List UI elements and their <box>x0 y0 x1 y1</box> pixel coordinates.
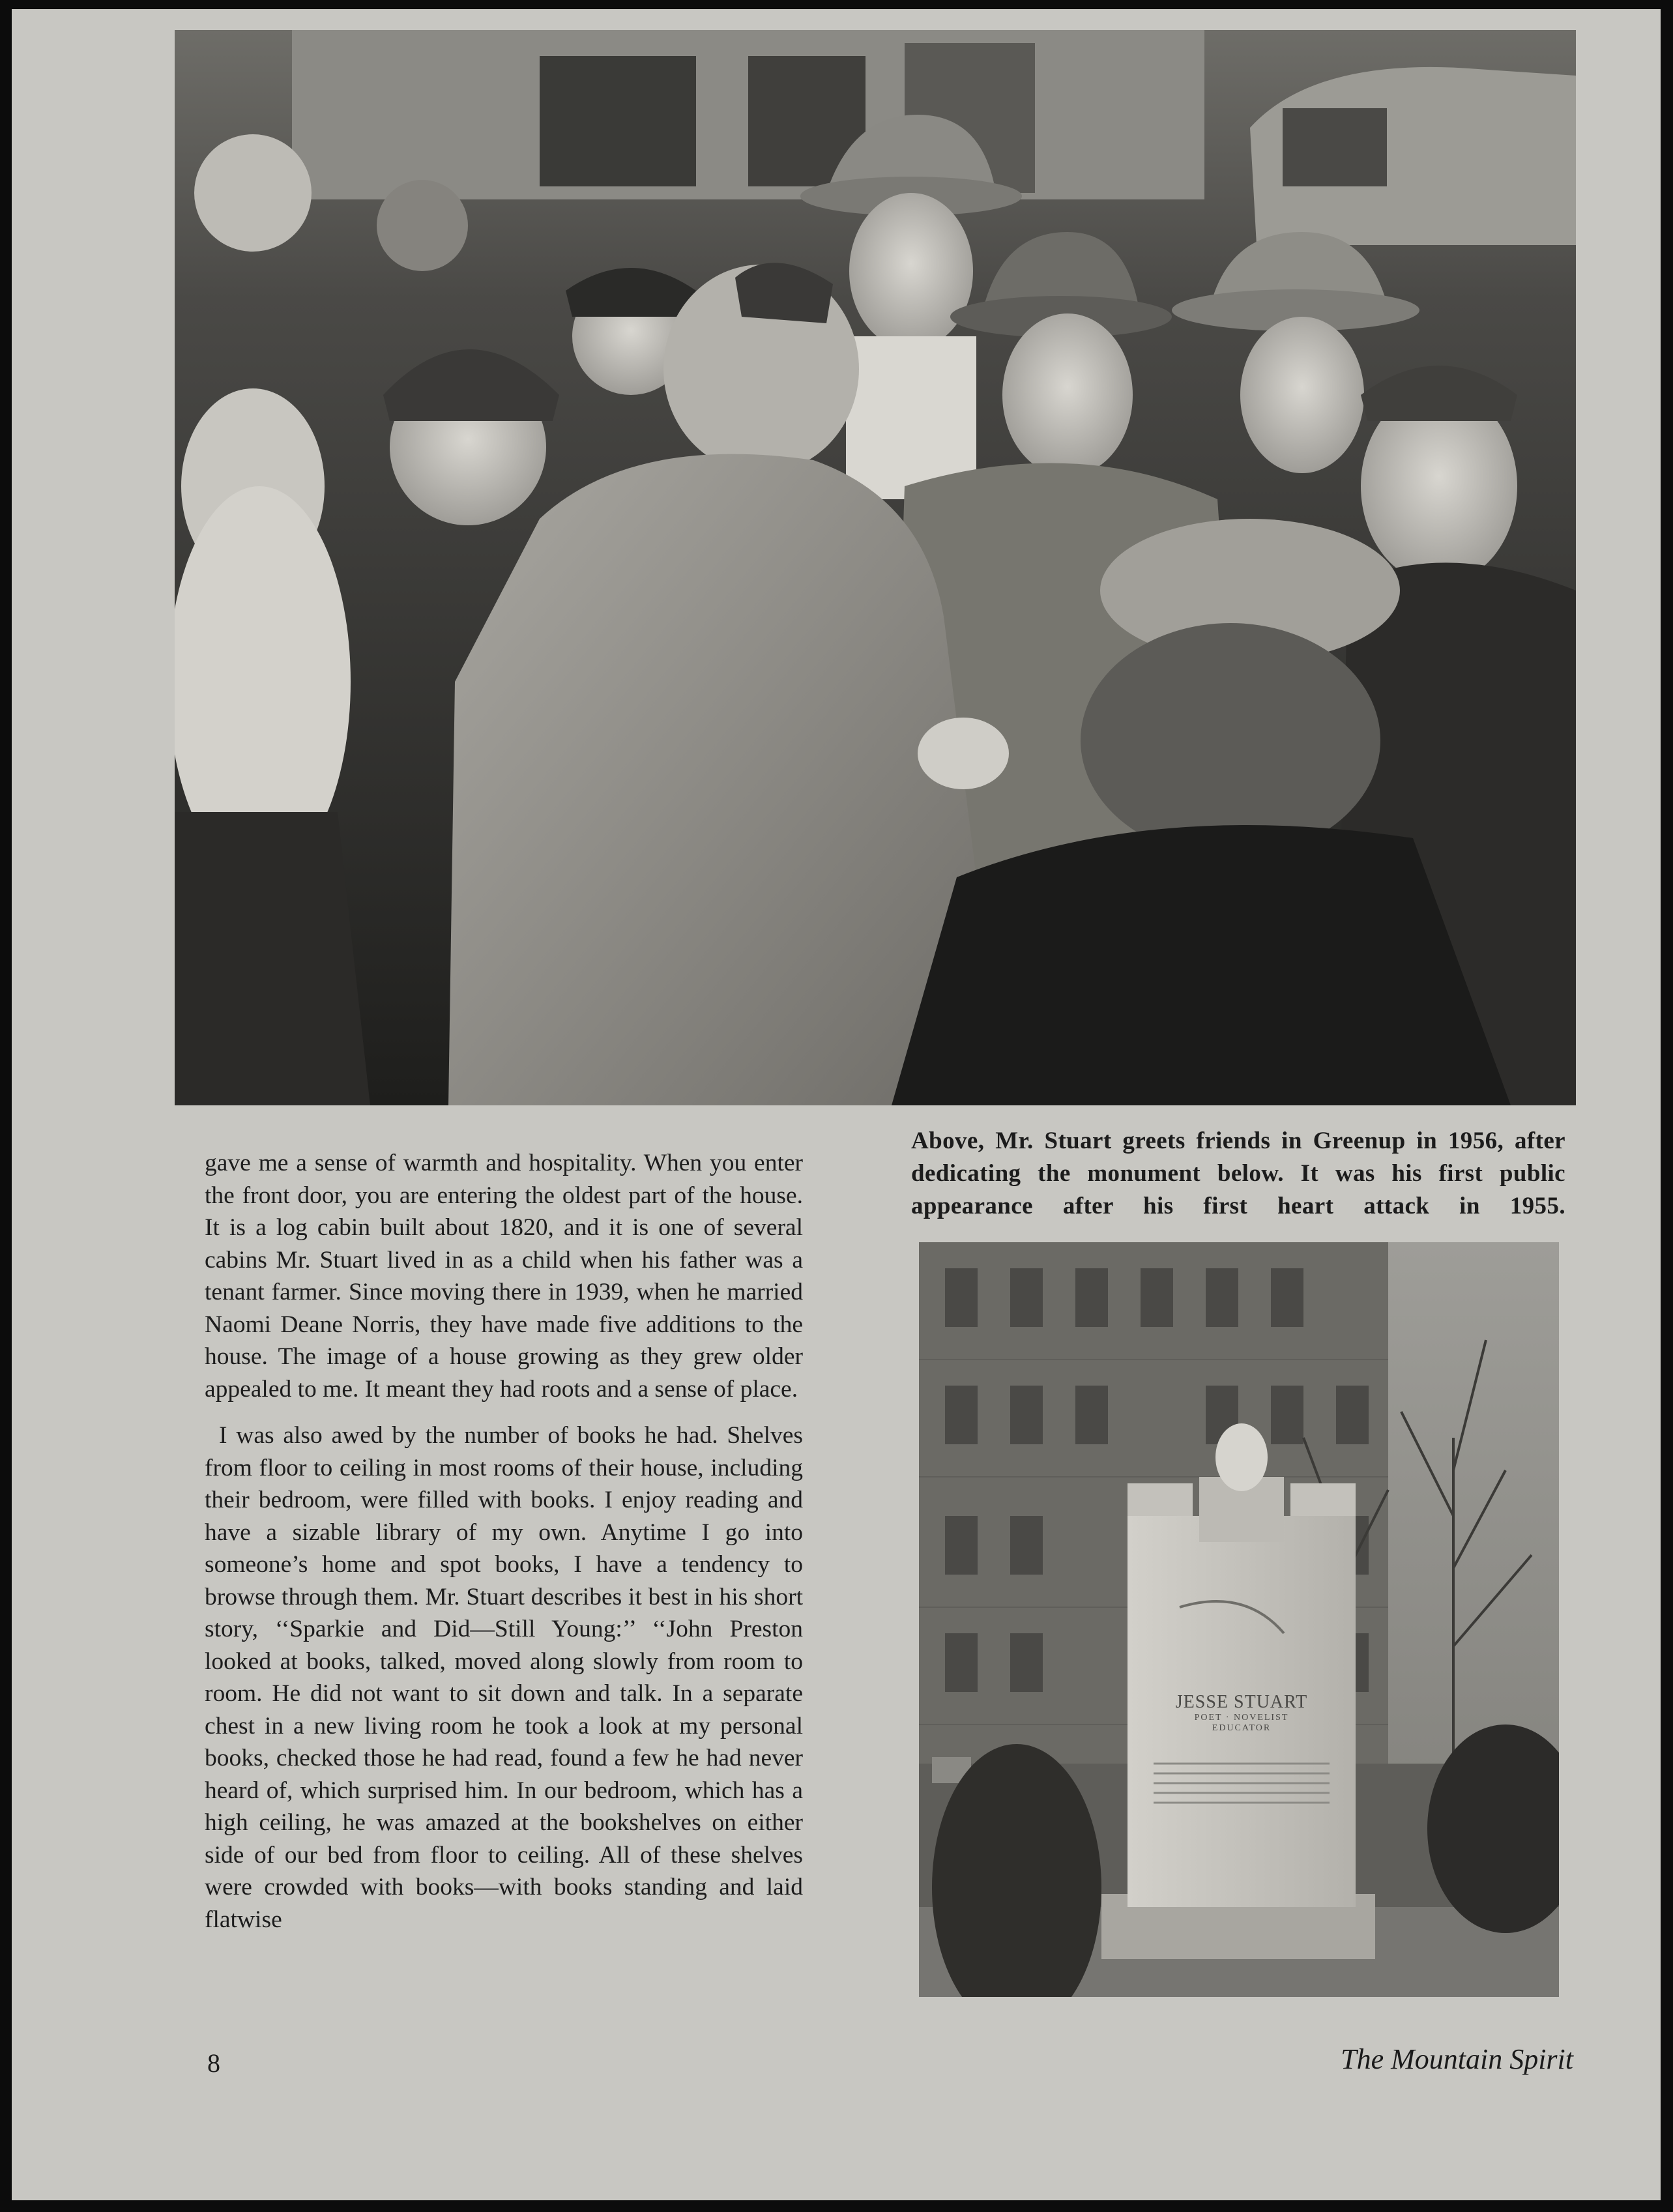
magazine-title: The Mountain Spirit <box>1341 2043 1573 2075</box>
monument-photo <box>919 1242 1559 1997</box>
article-column <box>205 1147 803 1950</box>
monument-photo-image <box>919 1242 1559 1997</box>
article-paragraph-1: gave me a sense of warmth and hospitality. When you enter the front door, you are entering the oldest part of the house. It is a log cabin built about 1820, and it is one of several cabins Mr. Stuart lived in as a child when his father was a tenant farmer. Since moving there in 1939, when he married Naomi Deane Norris, they have made five additions to the house. The image of a house growing as they grew older appealed to me. It meant they had roots and a sense of place. <box>205 1150 803 1403</box>
crowd-photo-image <box>175 30 1576 1105</box>
page-number: 8 <box>207 2048 220 2078</box>
monument-title: JESSE STUART <box>1175 1692 1308 1712</box>
monument-inscription <box>1127 1692 1356 1734</box>
monument-subtitle-2: EDUCATOR <box>1212 1723 1272 1733</box>
photo-caption: Above, Mr. Stuart greets friends in Greenup in 1956, after dedicating the monument below. It was his first public appearance after his first heart attack in 1955. <box>911 1128 1565 1219</box>
article-paragraph-2: I was also awed by the number of books he had. Shelves from floor to ceiling in most rooms of their house, including their bedroom, were filled with books. I enjoy reading and have a sizable library of my own. Anytime I go into someone’s home and spot books, I have a tendency to browse through them. Mr. Stuart describes it best in his short story, ‘‘Sparkie and Did—Still Young:’’ ‘‘John Preston looked at books, talked, moved along slowly from room to room. He did not want to sit down and talk. In a separate chest in a new living room he took a look at my personal books, checked those he had read, found a few he had never heard of, which surprised him. In our bedroom, which has a high ceiling, he was amazed at the bookshelves on either side of our bed from floor to ceiling. All of these shelves were crowded with books—with books standing and laid flatwise <box>205 1422 803 1933</box>
monument-subtitle: POET · NOVELIST <box>1194 1713 1289 1723</box>
crowd-photo <box>175 30 1576 1105</box>
magazine-page <box>12 9 1661 2200</box>
